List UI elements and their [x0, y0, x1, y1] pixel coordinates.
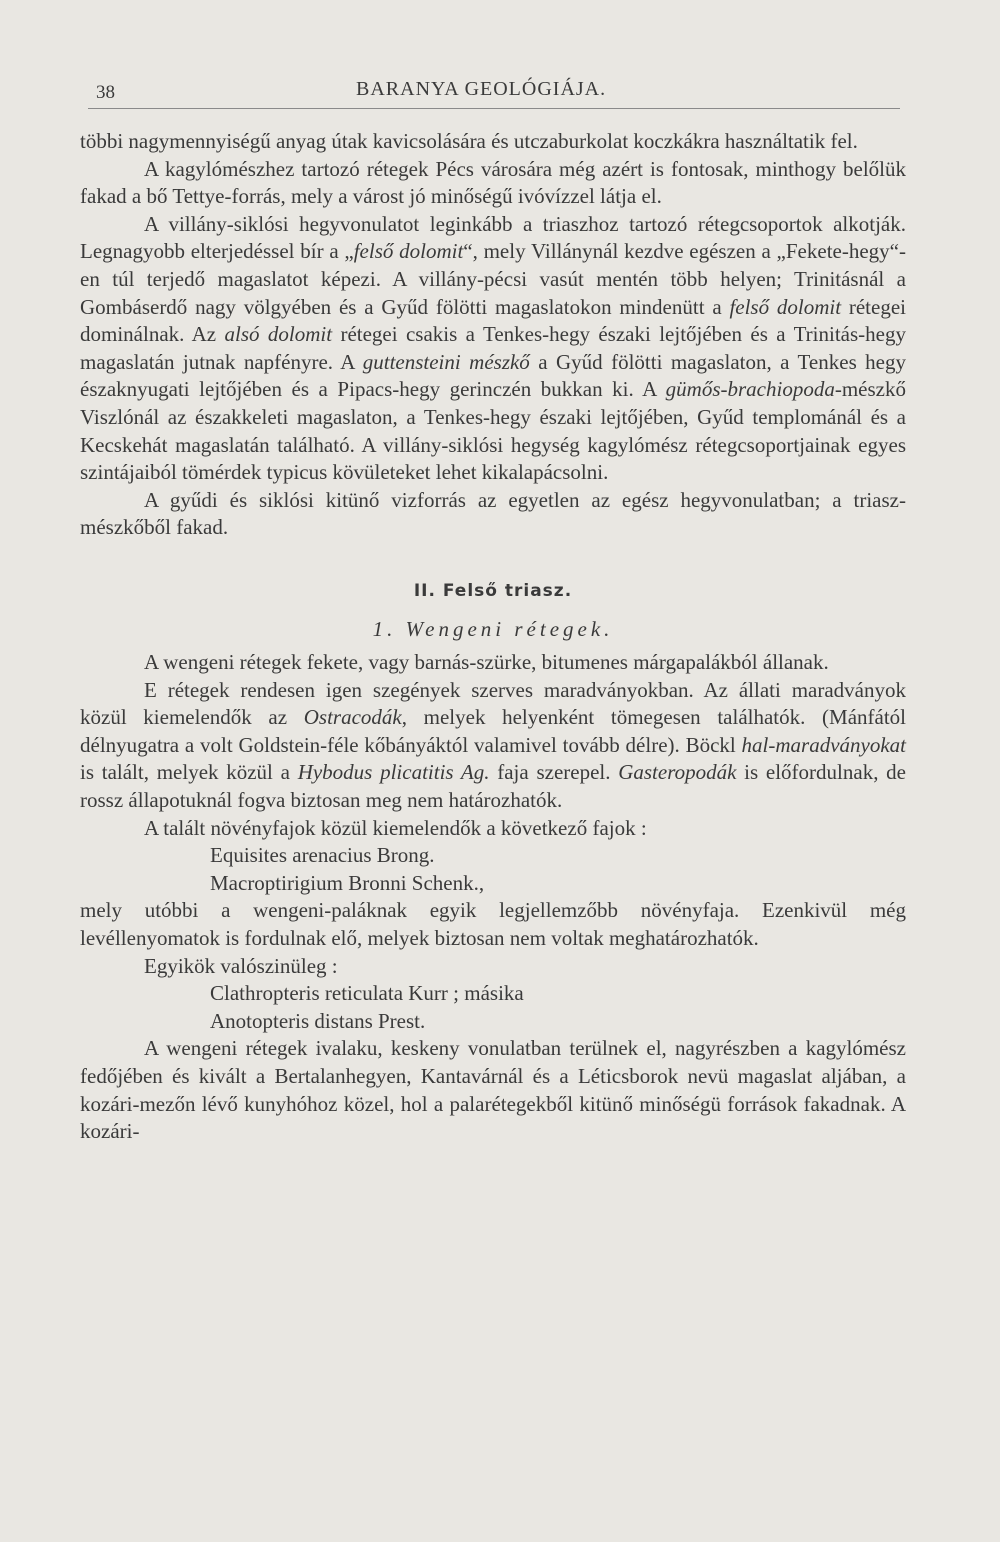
species-name: Macroptirigium Bronni Schenk.,	[210, 870, 485, 895]
paragraph: A wengeni rétegek ivalaku, keskeny vonulatban terülnek el, nagyrészben a kagylómész fedőjében és kivált a Bertalanhegyen, Kantavárnál és a Léticsborok nevü magaslat aljában, a kozári-mezőn lévő kunyhóhoz közel, hol a palarétegekből kitünő minőségü források fakadnak. A kozári-	[80, 1036, 906, 1144]
italic-term: alsó dolomit	[224, 322, 333, 347]
italic-term: felső dolomit	[353, 239, 464, 264]
running-title: BARANYA GEOLÓGIÁJA.	[356, 78, 607, 100]
italic-term: felső dolomit	[729, 294, 842, 319]
species-name: Equisites arenacius Brong.	[210, 843, 435, 868]
page-header	[88, 74, 900, 109]
paragraph: A gyűdi és siklósi kitünő vizforrás az egyetlen az egész hegyvonulatban; a triasz-mészkőből fakad.	[80, 487, 906, 540]
paragraph: E rétegek rendesen igen szegények szerves maradványokban. Az állati maradványok közül kiemelendők az Ostracodák, melyek helyenként tömegesen találhatók. (Mánfától délnyugatra a volt Goldstein-féle kőbányáktól valamivel tovább délre). Böckl hal-maradványokat is talált, melyek közül a Hybodus plicatitis Ag. faja szerepel. Gasteropodák is előfordulnak, de rossz állapotuknál fogva biztosan meg nem határozhatók.	[80, 677, 907, 813]
paragraph: A villány-siklósi hegyvonulatot leginkább a triaszhoz tartozó rétegcsoportok alkotják. Legnagyobb elterjedéssel bír a „felső dolomit“, mely Villánynál kezdve egészen a „Fekete-hegy“-en túl terjedő magaslatot képezi. A villány-pécsi vasút mentén több helyen; Trinitásnál a Gombáserdő nagy völgyében és a Gyűd fölötti magaslatokon mindenütt a felső dolomit rétegei dominálnak. Az alsó dolomit rétegei csakis a Tenkes-hegy északi lejtőjében és a Trinitás-hegy magaslatán jutnak napfényre. A guttensteini mészkő a Gyűd fölötti magaslaton, a Tenkes hegy északnyugati lejtőjében és a Pipacs-hegy gerinczén bukkan ki. A gümős-brachiopoda-mészkő Viszlónál az északkeleti magaslaton, a Tenkes-hegy északi lejtőjében, Gyűd templománál és a Kecskehát magaslatán található. A villány-siklósi hegység kagylómész rétegcsoportjainak egyes szintájaiból tömérdek typicus kövületeket lehet kikalapácsolni.	[80, 211, 906, 485]
species-name: Anotopteris distans Prest.	[210, 1008, 426, 1033]
paragraph: Egyikök valószinüleg :	[144, 953, 338, 978]
paragraph: A wengeni rétegek fekete, vagy barnás-szürke, bitumenes márgapalákból állanak.	[144, 650, 829, 675]
italic-term: guttensteini mészkő	[362, 349, 530, 374]
italic-term: hal-maradványokat	[741, 732, 906, 757]
paragraph: többi nagymennyiségű anyag útak kavicsolására és utczaburkolat koczkákra használtatik fel.	[80, 129, 858, 153]
species-name: Clathropteris reticulata Kurr ; másika	[210, 981, 524, 1006]
italic-term: Hybodus plicatitis Ag.	[297, 760, 490, 785]
subsection-heading: 1. Wengeni rétegek.	[372, 616, 614, 641]
italic-term: gümős-brachiopoda	[665, 377, 835, 402]
paragraph: A talált növényfajok közül kiemelendők a következő fajok :	[144, 815, 647, 840]
italic-term: Ostracodák	[303, 705, 402, 730]
paragraph: mely utóbbi a wengeni-paláknak egyik legjellemzőbb növényfaja. Ezenkivül még levéllenyomatok is fordulnak elő, melyek biztosan nem voltak meghatározhatók.	[80, 898, 906, 951]
page-number: 38	[96, 82, 115, 103]
paragraph: A kagylómészhez tartozó rétegek Pécs városára még azért is fontosak, minthogy belőlük fakad a bő Tettye-forrás, mely a várost jó minőségű ivóvízzel látja el.	[80, 156, 906, 209]
page-body	[80, 128, 906, 1146]
section-heading: II. Felső triasz.	[413, 580, 573, 601]
italic-term: Gasteropodák	[618, 760, 737, 785]
